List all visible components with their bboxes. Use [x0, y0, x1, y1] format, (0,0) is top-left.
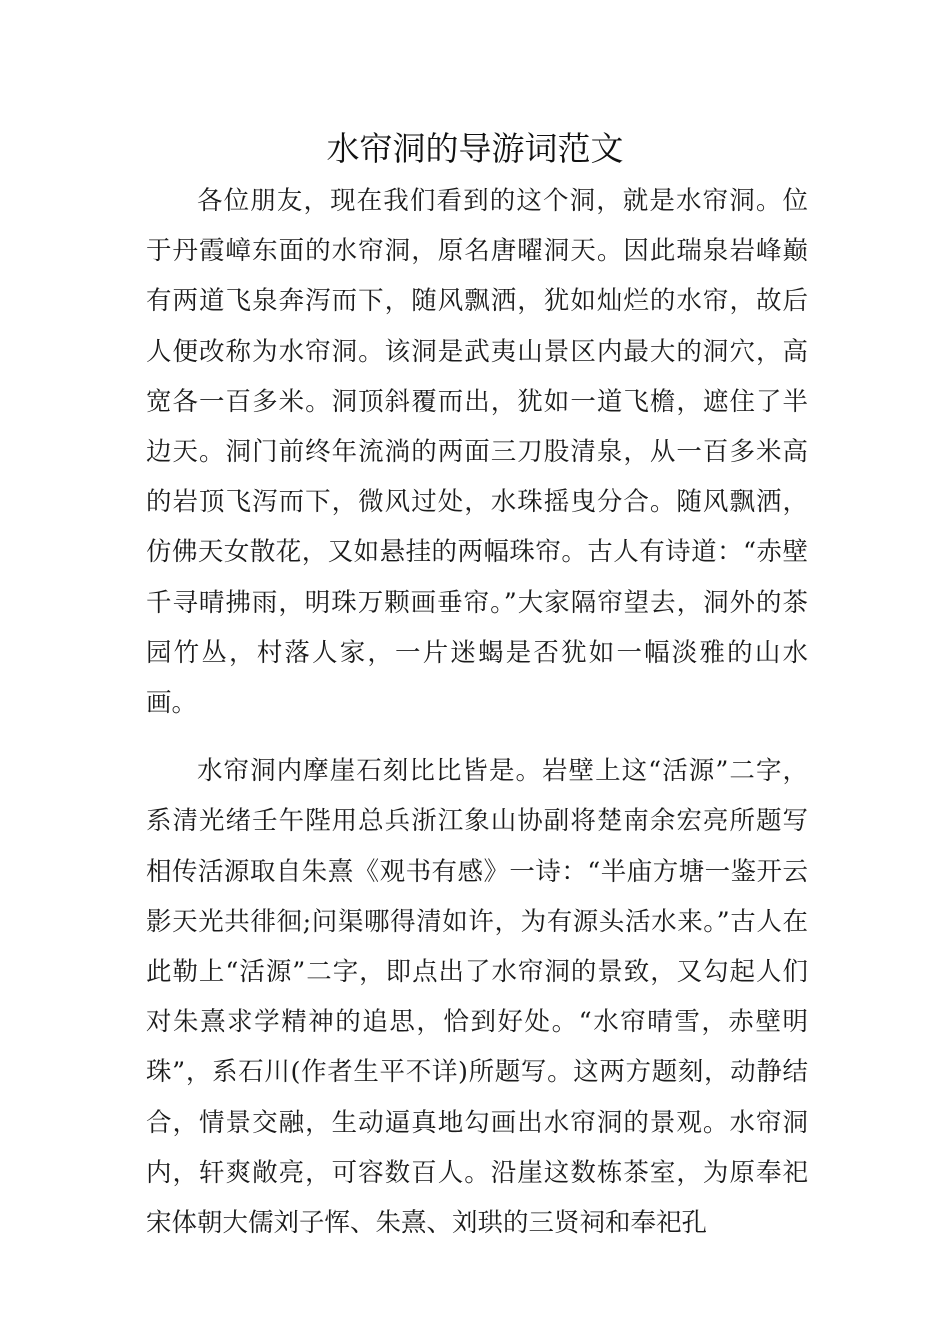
document-title: 水帘洞的导游词范文 — [326, 129, 624, 168]
paragraph-inscriptions: 水帘洞内摩崖石刻比比皆是。岩壁上这“活源”二字，系清光绪壬午陛用总兵浙江象山协副将楚南余宏亮所题写相传活源取自朱熹《观书有感》一诗：“半庙方塘一鉴开云影天光共徘徊;问渠哪得清如许，为有源头活水来。”古人在此勒上“活源”二字，即点出了水帘洞的景致，又勾起人们对朱熹求学精神的追思，恰到好处。“水帘晴雪，赤壁明珠”，系石川(作者生平不详)所题写。这两方题刻，动静结合，情景交融，生动逼真地勾画出水帘洞的景观。水帘洞内，轩爽敞亮，可容数百人。沿崖这数栋茶室，为原奉祀宋体朝大儒刘子恽、朱熹、刘珙的三贤祠和奉祀孔 — [146, 756, 808, 1239]
paragraph-intro: 各位朋友，现在我们看到的这个洞，就是水帘洞。位于丹霞嶂东面的水帘洞，原名唐曜洞天。因此瑞泉岩峰巅有两道飞泉奔泻而下，随风飘洒，犹如灿烂的水帘，故后人便改称为水帘洞。该洞是武夷山景区内最大的洞穴，高宽各一百多米。洞顶斜覆而出，犹如一道飞檐，遮住了半边天。洞门前终年流淌的两面三刀股清泉，从一百多米高的岩顶飞泻而下，微风过处，水珠摇曳分合。随风飘洒，仿佛天女散花，又如悬挂的两幅珠帘。古人有诗道：“赤壁千寻晴拂雨，明珠万颗画垂帘。”大家隔帘望去，洞外的茶园竹丛，村落人家，一片迷蝎是否犹如一幅淡雅的山水画。 — [146, 186, 808, 719]
document-body — [146, 176, 808, 1248]
